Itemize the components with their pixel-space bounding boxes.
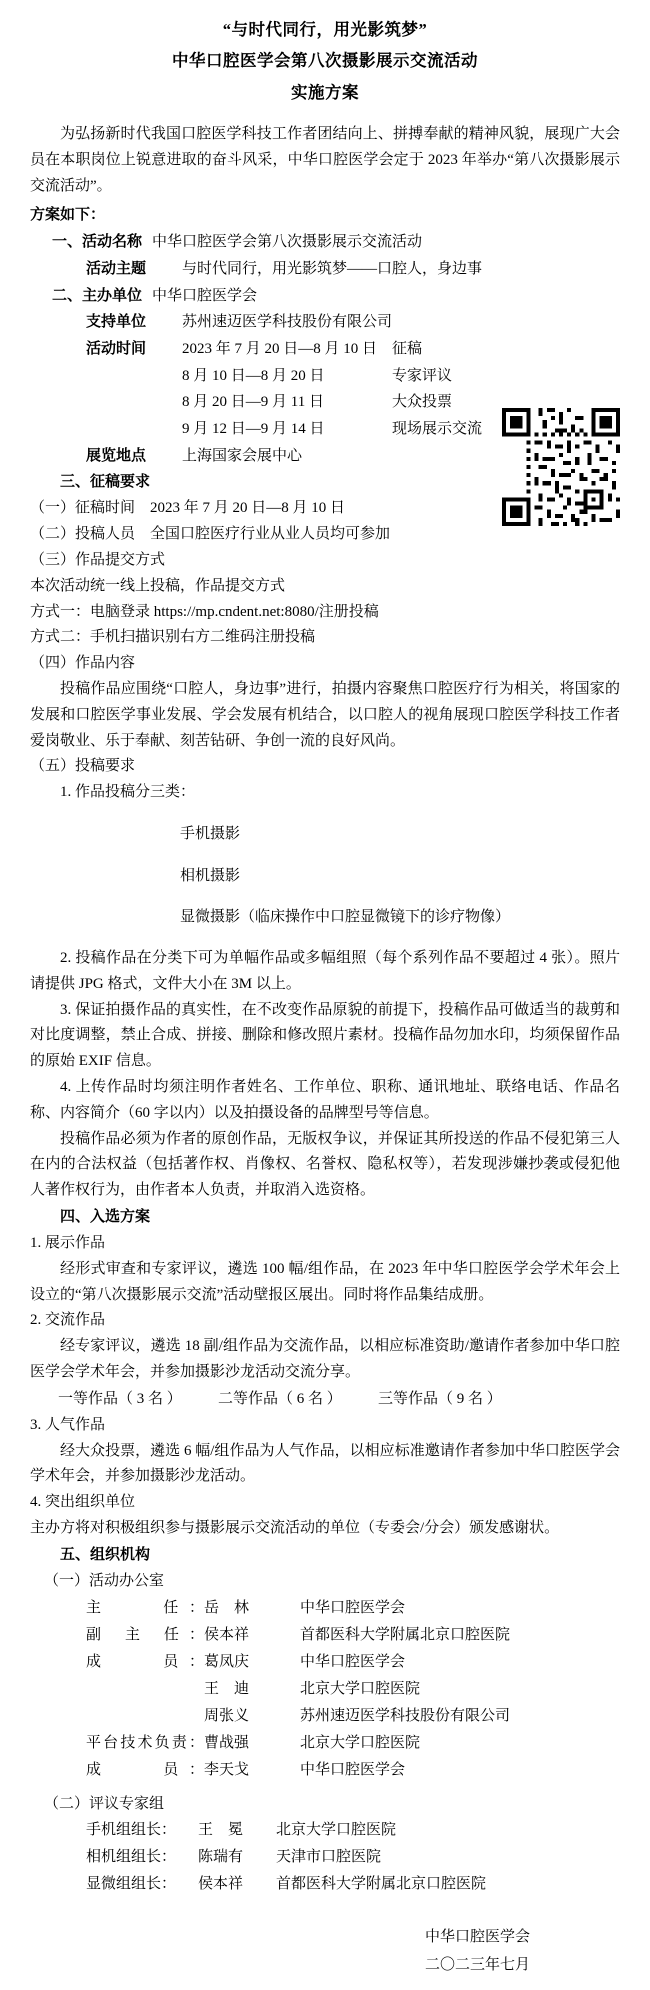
section1-name-value: 中华口腔医学会第八次摄影展示交流活动 xyxy=(152,234,423,251)
section3-req1-kind: 手机摄影 xyxy=(180,825,241,842)
section2-support-value: 苏州速迈医学科技股份有限公司 xyxy=(182,314,393,331)
office-member-row xyxy=(30,1730,620,1757)
office-role xyxy=(86,1676,204,1703)
schedule-date: 2023 年 7 月 20 日—8 月 10 日 xyxy=(182,340,378,357)
section3-submit-note: 本次活动统一线上投稿，作品提交方式 xyxy=(30,577,286,594)
section3-req1-head: 1. 作品投稿分三类： xyxy=(60,784,196,801)
expert-unit: 首都医科大学附属北京口腔医院 xyxy=(276,1876,487,1893)
section2-support-row xyxy=(30,309,620,336)
signature-org: 中华口腔医学会 xyxy=(424,1929,530,1946)
expert-name: 侯本祥 xyxy=(198,1876,244,1893)
intro-paragraph: 为弘扬新时代我国口腔医学科技工作者团结向上、拼搏奉献的精神风貌，展现广大会员在本职岗位上锐意进取的奋斗风采，中华口腔医学会定于 2023 年举办“第八次摄影展示交流活动”。 xyxy=(30,126,620,194)
section4-heading: 四、入选方案 xyxy=(60,1209,151,1225)
expert-unit: 北京大学口腔医院 xyxy=(276,1822,397,1839)
title-line-3: 实施方案 xyxy=(291,82,359,102)
section3-req1-kind: 相机摄影 xyxy=(180,867,241,884)
section3-item1: （一）征稿时间 2023 年 7 月 20 日—8 月 10 日 xyxy=(30,500,346,517)
section1-theme-label: 活动主题 xyxy=(86,260,147,277)
section5-expert-head: （二）评议专家组 xyxy=(44,1795,165,1812)
office-member-row xyxy=(30,1757,620,1784)
office-member-row xyxy=(30,1649,620,1676)
schedule-row xyxy=(182,336,620,363)
section4-item1-head: 1. 展示作品 xyxy=(30,1235,106,1251)
section3-req1-kind: 显微摄影（临床操作中口腔显微镜下的诊疗物像） xyxy=(180,909,511,926)
section3-item5: （五）投稿要求 xyxy=(30,758,136,775)
section5-office-head: （一）活动办公室 xyxy=(44,1572,165,1589)
schedule-date: 8 月 20 日—9 月 11 日 xyxy=(182,394,324,411)
office-role: 成 员： xyxy=(86,1761,204,1778)
qr-code xyxy=(502,408,620,526)
office-member-row xyxy=(30,1676,620,1703)
award-second: 二等作品（ 6 名 ） xyxy=(218,1390,342,1407)
section4-item3-text: 经大众投票，遴选 6 幅/组作品为人气作品，以相应标准邀请作者参加中华口腔医学会学术年会，并参加摄影沙龙活动。 xyxy=(30,1442,620,1485)
section4-item2-head: 2. 交流作品 xyxy=(30,1312,106,1329)
office-role: 主 任： xyxy=(86,1599,204,1616)
section3-req2: 2. 投稿作品在分类下可为单幅作品或多幅组照（每个系列作品不要超过 4 张）。照片请提供 JPG 格式，文件大小在 3M 以上。 xyxy=(30,950,620,992)
title-line-2: 中华口腔医学会第八次摄影展示交流活动 xyxy=(172,51,478,71)
document-title-block xyxy=(30,14,620,108)
expert-row xyxy=(30,1817,620,1844)
section3-item4: （四）作品内容 xyxy=(30,655,136,672)
expert-role: 显微组组长： xyxy=(86,1876,177,1893)
office-unit: 中华口腔医学会 xyxy=(300,1653,406,1670)
section2-time-label: 活动时间 xyxy=(86,340,147,357)
office-unit: 首都医科大学附属北京口腔医院 xyxy=(300,1626,511,1643)
section2-venue-label: 展览地点 xyxy=(86,447,147,464)
title-line-1: “与时代同行，用光影筑梦” xyxy=(222,20,428,39)
office-name: 周张义 xyxy=(204,1707,250,1724)
expert-unit: 天津市口腔医院 xyxy=(276,1849,382,1866)
section2-venue-value: 上海国家会展中心 xyxy=(182,447,303,464)
section2-time-row xyxy=(30,336,620,363)
section1-heading: 一、活动名称 xyxy=(52,234,143,251)
office-member-row xyxy=(30,1595,620,1622)
office-unit: 北京大学口腔医院 xyxy=(300,1734,421,1751)
award-first: 一等作品（ 3 名 ） xyxy=(58,1390,182,1407)
schedule-kind: 专家评议 xyxy=(392,367,453,384)
office-unit: 中华口腔医学会 xyxy=(300,1761,406,1778)
expert-row xyxy=(30,1871,620,1898)
section2-support-label: 支持单位 xyxy=(86,314,147,331)
section4-item3-head: 3. 人气作品 xyxy=(30,1416,106,1433)
schedule-kind: 征稿 xyxy=(392,340,423,357)
office-role xyxy=(86,1703,204,1730)
section3-content-paragraph: 投稿作品应围绕“口腔人，身边事”进行，拍摄内容聚焦口腔医疗行为相关，将国家的发展和口腔医学事业发展、学会发展有机结合，以口腔人的视角展现口腔医学科技工作者爱岗敬业、乐于奉献、刻苦钻研、争创一流的良好风尚。 xyxy=(30,680,620,749)
office-member-row xyxy=(30,1703,620,1730)
section4-item2-text: 经专家评议，遴选 18 副/组作品为交流作品，以相应标准资助/邀请作者参加中华口腔医学会学术年会，并参加摄影沙龙活动交流分享。 xyxy=(30,1338,620,1380)
office-name: 侯本祥 xyxy=(204,1626,250,1643)
section3-way1: 方式一：电脑登录 https://mp.cndent.net:8080/注册投稿 xyxy=(30,603,379,620)
office-unit: 北京大学口腔医院 xyxy=(300,1680,421,1697)
section4-item1-text: 经形式审查和专家评议，遴选 100 幅/组作品，在 2023 年中华口腔医学会学术年会上设立的“第八次摄影展示交流”活动壁报区展出。同时将作品集结成册。 xyxy=(30,1260,620,1303)
schedule-date: 9 月 12 日—9 月 14 日 xyxy=(182,421,325,438)
expert-role: 手机组组长： xyxy=(86,1822,177,1839)
office-role: 成 员： xyxy=(86,1653,204,1670)
schedule-kind: 现场展示交流 xyxy=(392,421,483,438)
section3-item3: （三）作品提交方式 xyxy=(30,552,166,568)
section1-theme-value: 与时代同行，用光影筑梦——口腔人，身边事 xyxy=(182,260,483,277)
office-name: 葛凤庆 xyxy=(204,1653,250,1670)
schedule-kind: 大众投票 xyxy=(392,394,453,411)
section3-way2: 方式二：手机扫描识别右方二维码注册投稿 xyxy=(30,629,316,646)
section3-heading: 三、征稿要求 xyxy=(60,474,151,491)
expert-name: 王 冕 xyxy=(198,1822,244,1839)
award-third: 三等作品（ 9 名 ） xyxy=(378,1390,502,1407)
plan-label: 方案如下： xyxy=(30,207,106,224)
section3-req4: 4. 上传作品时均须注明作者姓名、工作单位、职称、通讯地址、联络电话、作品名称、内容简介（60 字以内）以及拍摄设备的品牌型号等信息。 xyxy=(30,1079,620,1121)
office-unit: 苏州速迈医学科技股份有限公司 xyxy=(300,1707,511,1724)
office-role: 平台技术负责： xyxy=(86,1734,204,1751)
signature-date: 二〇二三年七月 xyxy=(424,1957,530,1974)
awards-row xyxy=(30,1386,620,1413)
expert-name: 陈瑞有 xyxy=(198,1849,244,1866)
section2-host-row xyxy=(30,283,620,310)
schedule-row xyxy=(30,363,620,390)
section3-req5: 投稿作品必须为作者的原创作品，无版权争议，并保证其所投送的作品不侵犯第三人在内的合法权益（包括著作权、肖像权、名誉权、隐私权等），若发现涉嫌抄袭或侵犯他人著作权行为，由作者本人负责，并取消入选资格。 xyxy=(30,1130,620,1199)
section1-theme-row xyxy=(30,256,620,283)
expert-row xyxy=(30,1844,620,1871)
section5-heading: 五、组织机构 xyxy=(60,1546,151,1563)
section4-item4-head: 4. 突出组织单位 xyxy=(30,1494,136,1511)
section3-item2: （二）投稿人员 全国口腔医疗行业从业人员均可参加 xyxy=(30,526,391,543)
schedule-date: 8 月 10 日—8 月 20 日 xyxy=(182,367,325,384)
section1-name-row xyxy=(30,229,620,256)
office-name: 曹战强 xyxy=(204,1734,250,1751)
expert-role: 相机组组长： xyxy=(86,1849,177,1866)
office-unit: 中华口腔医学会 xyxy=(300,1599,406,1616)
office-member-row xyxy=(30,1622,620,1649)
section4-item4-text: 主办方将对积极组织参与摄影展示交流活动的单位（专委会/分会）颁发感谢状。 xyxy=(30,1519,560,1536)
section3-req3: 3. 保证拍摄作品的真实性，在不改变作品原貌的前提下，投稿作品可做适当的裁剪和对比度调整，禁止合成、拼接、删除和修改照片素材。投稿作品勿加水印，均须保留作品的原始 EXIF 信息。 xyxy=(30,1001,620,1070)
signature-block xyxy=(30,1924,620,1980)
office-name: 王 迪 xyxy=(204,1680,250,1697)
office-name: 李天戈 xyxy=(204,1761,250,1778)
office-name: 岳 林 xyxy=(204,1599,250,1616)
office-role: 副 主 任： xyxy=(86,1626,204,1643)
section2-host-value: 中华口腔医学会 xyxy=(152,287,258,304)
section2-heading: 二、主办单位 xyxy=(52,287,143,304)
